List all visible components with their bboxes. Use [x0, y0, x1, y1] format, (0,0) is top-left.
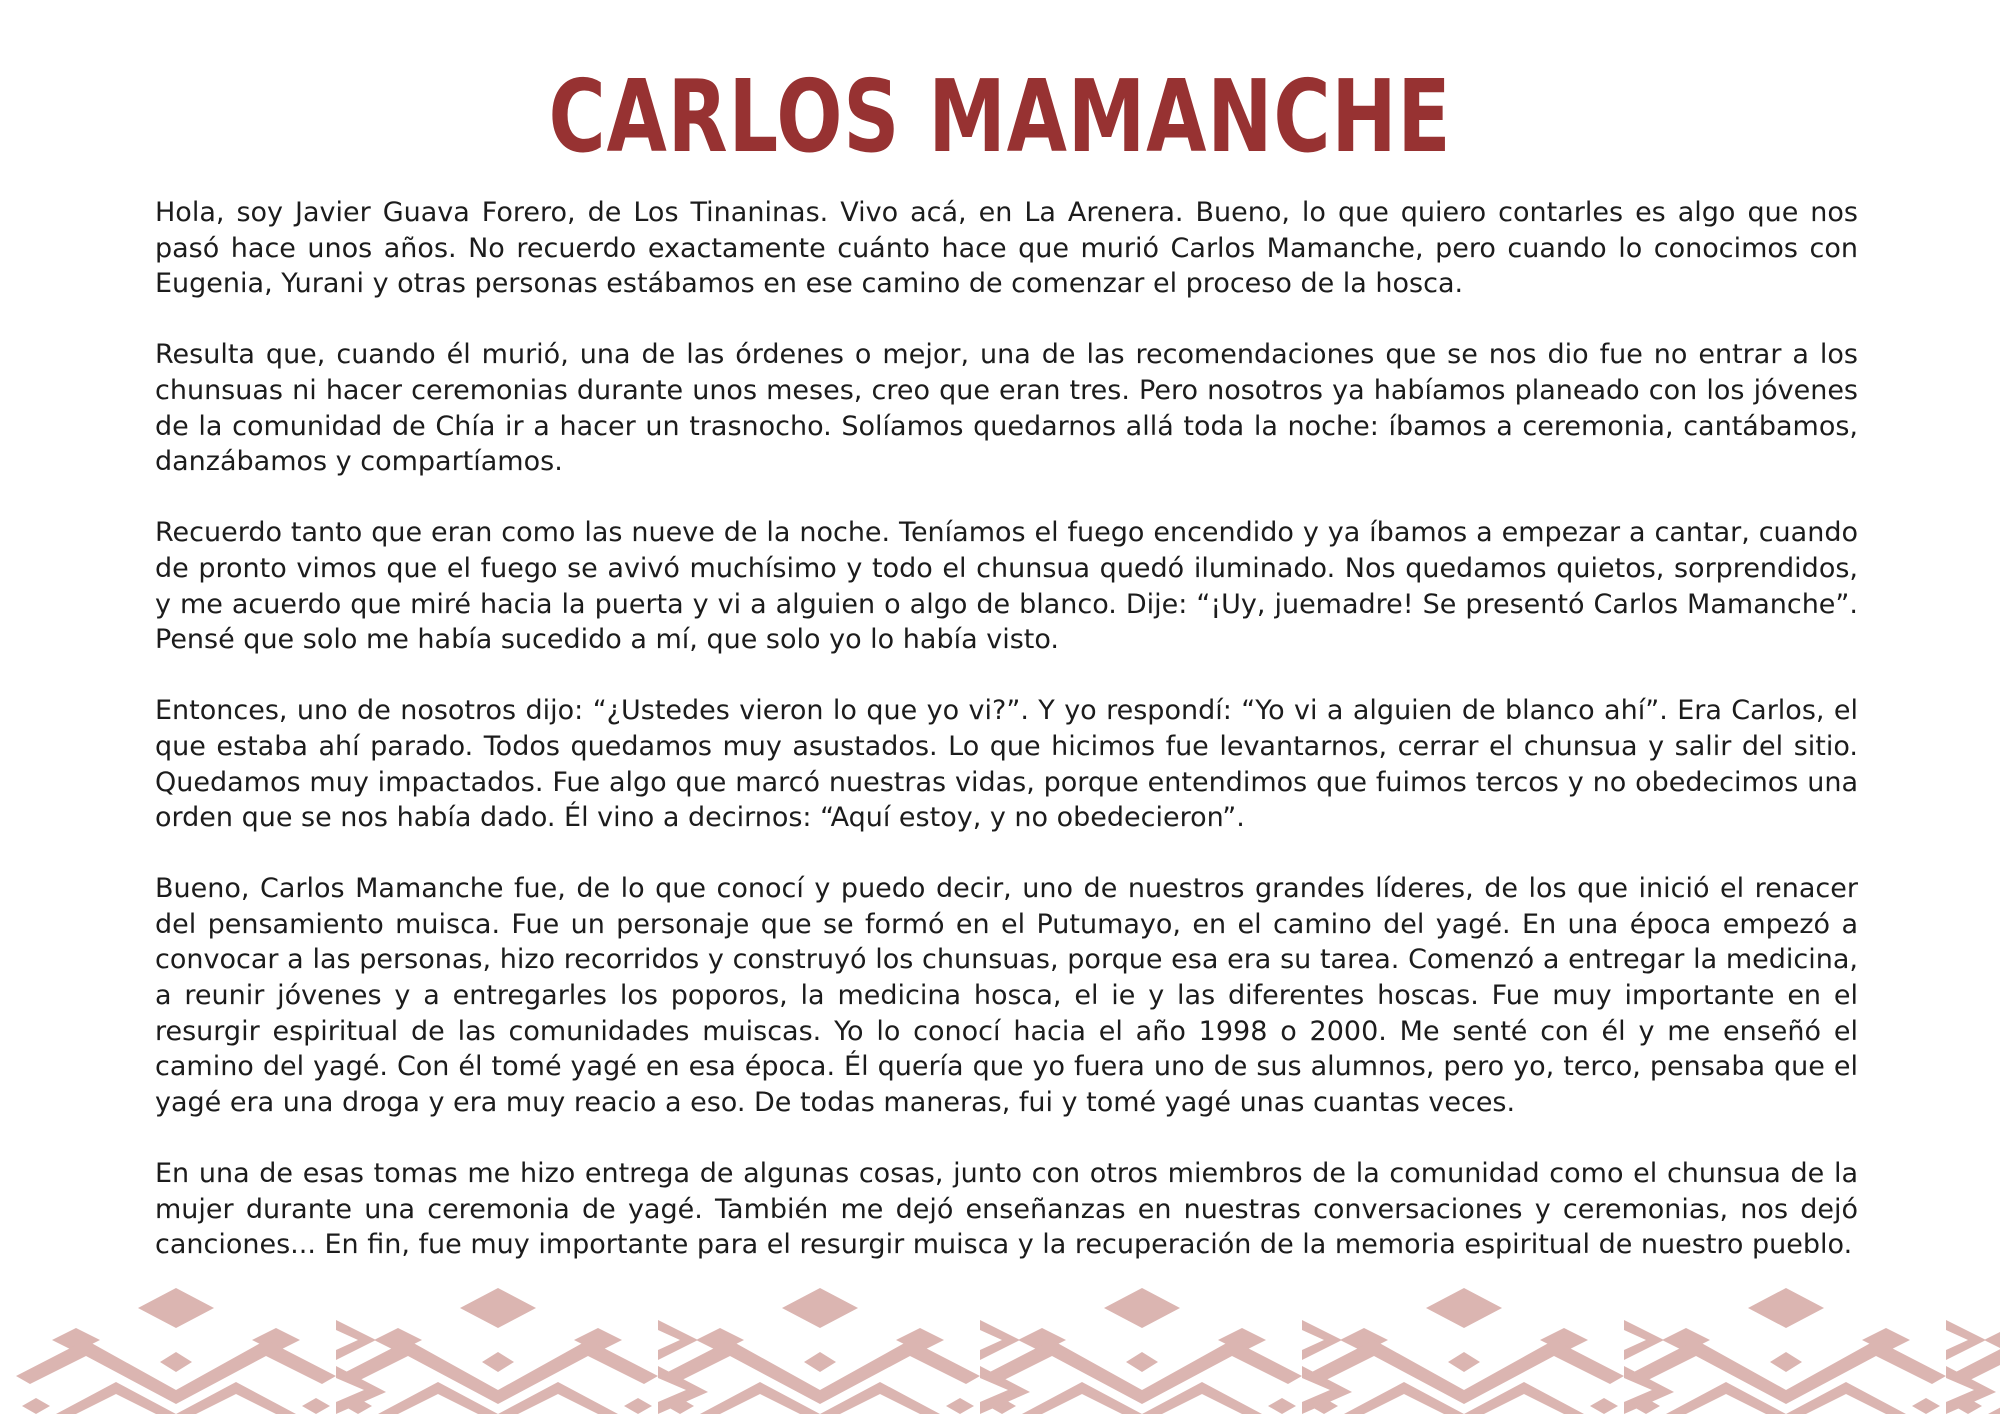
paragraph-1: Hola, soy Javier Guava Forero, de Los Tinaninas. Vivo acá, en La Arenera. Bueno, lo que quiero contarles es algo que nos pasó hace unos años. No recuerdo exactamente cuánto hace que murió Carlos Mamanche, pero cuando lo conocimos con Eugenia, Yurani y otras personas estábamos en ese camino de comenzar el proceso de la hosca.	[155, 197, 1858, 300]
geometric-border-pattern-icon	[0, 1280, 2000, 1414]
paragraph-5: Bueno, Carlos Mamanche fue, de lo que conocí y puedo decir, uno de nuestros grandes líderes, de los que inició el renacer del pensamiento muisca. Fue un personaje que se formó en el Putumayo, en el camino del yagé. En una época empezó a convocar a las personas, hizo recorridos y construyó los chunsuas, porque esa era su tarea. Comenzó a entregar la medicina, a reunir jóvenes y a entregarles los poporos, la medicina hosca, el ie y las diferentes hoscas. Fue muy importante en el resurgir espiritual de las comunidades muiscas. Yo lo conocí hacia el año 1998 o 2000. Me senté con él y me enseñó el camino del yagé. Con él tomé yagé en esa época. Él quería que yo fuera uno de sus alumnos, pero yo, terco, pensaba que el yagé era una droga y era muy reacio a eso. De todas maneras, fui y tomé yagé unas cuantas veces.	[155, 873, 1858, 1118]
pattern-motif	[338, 1288, 658, 1414]
pattern-motif	[1304, 1288, 1624, 1414]
document-body	[155, 195, 1858, 1298]
pattern-motif	[982, 1288, 1302, 1414]
paragraph-4: Entonces, uno de nosotros dijo: “¿Ustedes vieron lo que yo vi?”. Y yo respondí: “Yo vi a alguien de blanco ahí”. Era Carlos, el que estaba ahí parado. Todos quedamos muy asustados. Lo que hicimos fue levantarnos, cerrar el chunsua y salir del sitio. Quedamos muy impactados. Fue algo que marcó nuestras vidas, porque entendimos que fuimos tercos y no obedecimos una orden que se nos había dado. Él vino a decirnos: “Aquí estoy, y no obedecieron”.	[155, 695, 1858, 834]
paragraph-6: En una de esas tomas me hizo entrega de algunas cosas, junto con otros miembros de la comunidad como el chunsua de la mujer durante una ceremonia de yagé. También me dejó enseñanzas en nuestras conversaciones y ceremonias, nos dejó canciones... En fin, fue muy importante para el resurgir muisca y la recuperación de la memoria espiritual de nuestro pueblo.	[155, 1158, 1858, 1261]
paragraph-2: Resulta que, cuando él murió, una de las órdenes o mejor, una de las recomendaciones que se nos dio fue no entrar a los chunsuas ni hacer ceremonias durante unos meses, creo que eran tres. Pero nosotros ya habíamos planeado con los jóvenes de la comunidad de Chía ir a hacer un trasnocho. Solíamos quedarnos allá toda la noche: íbamos a ceremonia, cantábamos, danzábamos y compartíamos.	[155, 339, 1858, 478]
document-title: CARLOS MAMANCHE	[548, 58, 1452, 175]
paragraph-3: Recuerdo tanto que eran como las nueve de la noche. Teníamos el fuego encendido y ya íbamos a empezar a cantar, cuando de pronto vimos que el fuego se avivó muchísimo y todo el chunsua quedó iluminado. Nos quedamos quietos, sorprendidos, y me acuerdo que miré hacia la puerta y vi a alguien o algo de blanco. Dije: “¡Uy, juemadre! Se presentó Carlos Mamanche”. Pensé que solo me había sucedido a mí, que solo yo lo había visto.	[155, 517, 1858, 656]
pattern-motif	[660, 1288, 980, 1414]
pattern-motif	[16, 1288, 336, 1414]
pattern-motif	[1626, 1288, 1946, 1414]
